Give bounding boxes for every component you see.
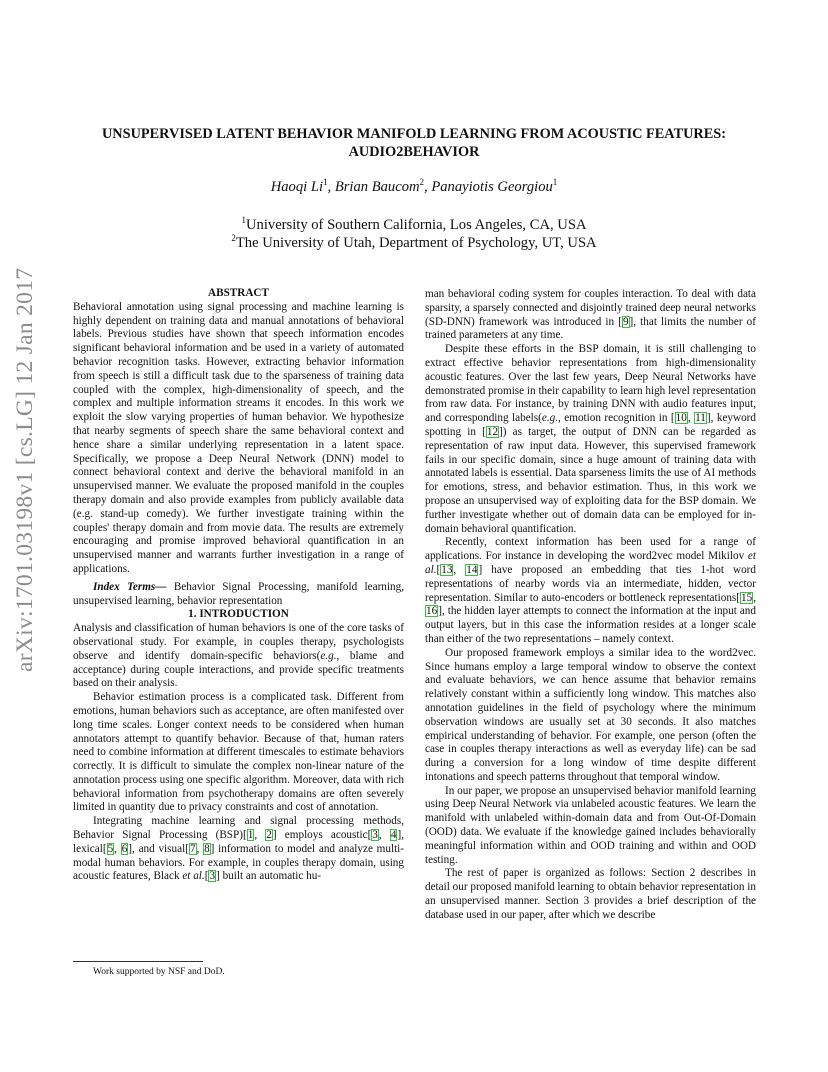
text-run: , that limits the number of trained parameters at any time. [425, 315, 756, 342]
author-affil-mark: 2 [419, 177, 425, 188]
text-run: man behavioral coding system for couples interaction. To deal with data sparsity, a sparsely connected and disjointly trained deep neural networks (SD-DNN) framework was introduced in [425, 288, 756, 328]
text-emphasis: et al. [425, 550, 756, 576]
intro-paragraph [73, 622, 404, 691]
abstract-text: Behavioral annotation using signal processing and machine learning is highly dependent on training data and manual annotations of behavioral labels. Previous studies have shown that speech information encodes significant behavioral information and be used in a variety of automated behavior recognition tasks. However, extracting behavior information from speech is still a difficult task due to the sparseness of training data coupled with the complex, high-dimensionality of speech, and the complex and multiple information streams it encodes. In this work we exploit the slow varying properties of human behavior. We hypothesize that nearby segments of speech share the same behavioral context and hence share a similar underlying representation in a latent space. Specifically, we propose a Deep Neural Network (DNN) model to connect behavioral context and derive the behavioral manifold in an unsupervised manner. We evaluate the proposed manifold in the couples therapy domain and also provide examples from publicly available data (e.g. stand-up comedy). We further investigate training within the couples' therapy domain and from movie data. The results are extremely encouraging and promise improved behavioral quantification in an unsupervised manner and warrants further investigation in a range of applications. [73, 300, 404, 575]
text-run: Despite these efforts in the BSP domain, it is still challenging to extract effective behavior representations from high-dimensionality acoustic features. Over the last few years, Deep Neural Networks have demonstrated promise in their capability to learn high level representation from raw data. For instance, by training DNN with audio features input, and corresponding labels( [425, 343, 756, 425]
abstract-heading: ABSTRACT [208, 287, 269, 299]
right-column [425, 288, 756, 923]
footnote-text: Work supported by NSF and DoD. [93, 967, 225, 977]
index-terms-text: Behavior Signal Processing, manifold learning, unsupervised learning, behavior representation [73, 580, 404, 607]
citation-link[interactable]: 4 [390, 829, 397, 842]
body-paragraph: Our proposed framework employs a similar idea to the word2vec. Since humans employ a large temporal window to observe the context and evaluate behaviors, we can hence assume that behavior remains relatively constant within a sufficiently long window. This matches also annotation guidelines in the field of psychology where the minimum observation windows are usually set at 30 seconds. It also matches empirical understanding of behavior. For example, one person (often the case in couples therapy interactions as well as everyday life) can be sad during a conversion for a long window of time despite different intonations and speech patterns throughout that temporal window. [425, 646, 756, 783]
footnote [73, 961, 404, 978]
intro-paragraph: Integrating machine learning and signal processing methods, Behavior Signal Processing (BSP)[1, 2] employs acoustic[3, 4], lexical[5, 6], and visual[7, 8] information to model and analyze multi-modal human behaviors. For example, in couples therapy domain, using acoustic features, Black et al.[3] built an automatic hu- [73, 815, 405, 883]
index-terms-dash: — [155, 580, 167, 593]
citation-link[interactable]: 8 [204, 842, 210, 855]
author-affil-mark: 1 [323, 177, 328, 188]
affiliation-list [100, 216, 728, 252]
author-name: Brian Baucom [334, 179, 420, 195]
left-column [73, 287, 404, 884]
text-run: employs acoustic [276, 829, 368, 842]
text-run: ) as target, the output of DNN can be regarded as representation of raw input data. However, this supervised framework fails in our specific domain, since a huge amount of training data with annotated labels is essential. Data sparseness limits the use of AI methods for emotions, stress, and behavior estimation. Thus, in this work we propose an unsupervised way of exploiting data for the BSP domain. We further investigate whether out of domain data can be employed for in-domain behavioral quantification. [425, 425, 756, 535]
affiliation-mark: 2 [231, 233, 236, 244]
body-paragraph: Despite these efforts in the BSP domain, it is still challenging to extract effective behavior representations from high-dimensionality acoustic features. Over the last few years, Deep Neural Networks have demonstrated promise in their capability to learn high level representation from raw data. For instance, by training DNN with audio features input, and corresponding labels(e.g., emotion recognition in [10, 11], keyword spotting in [12]) as target, the output of DNN can be regarded as representation of raw input data. However, this supervised framework fails in our specific domain, since a huge amount of training data with annotated labels is essential. Data sparseness limits the use of AI methods for emotions, stress, and behavior estimation. Thus, in this work we propose an unsupervised way of exploiting data for the BSP domain. We further investigate whether out of domain data can be employed for in-domain behavioral quantification. [425, 343, 756, 535]
index-terms-label: Index Terms [93, 580, 156, 593]
footnote-rule [73, 961, 203, 962]
citation-link[interactable]: 10 [675, 412, 687, 425]
author-affil-mark: 1 [552, 177, 558, 188]
author-name: Haoqi Li [270, 179, 324, 195]
citation-link[interactable]: 14 [466, 563, 478, 576]
affiliation-text: The University of Utah, Department of Psychology, UT, USA [235, 235, 597, 251]
citation-link[interactable]: 6 [121, 842, 128, 855]
text-emphasis: e.g., [541, 412, 561, 425]
citation-link[interactable]: 16 [426, 605, 438, 618]
arxiv-id[interactable]: arXiv:1701.03198v1 [cs.LG] 12 Jan 2017 [12, 267, 38, 672]
citation-link[interactable]: 2 [266, 829, 272, 842]
text-run: information to model and analyze multi-modal human behaviors. For example, in couples therapy domain, using acoustic features, Black [73, 842, 405, 883]
author-list: Haoqi Li$^1$, Brian Baucom$^2$, Panayiotis Georgiou$^1$ [270, 177, 558, 195]
text-run: Analysis and classification of human behaviors is one of the core tasks of observational study. For example, in couples therapy, psychologists observe and identify domain-specific behaviors( [73, 622, 404, 662]
text-run: , the hidden layer attempts to connect the information at the input and output layers, but in this case the information resides at a longer scale than either of the two representations – namely context. [425, 605, 756, 645]
affiliation [100, 234, 728, 252]
citation-link[interactable]: 5 [107, 842, 114, 855]
text-emphasis: e.g., [320, 649, 340, 662]
citation-link[interactable]: 3 [209, 870, 216, 883]
text-run: , lexical [73, 829, 404, 855]
citation-link[interactable]: 13 [441, 563, 453, 576]
affiliation-text: University of Southern California, Los Angeles, CA, USA [246, 217, 587, 233]
text-run: Recently, context information has been used for a range of applications. For instance in developing the word2vec model Mikilov [425, 536, 756, 563]
affiliation-mark: 1 [241, 215, 246, 226]
citation-link[interactable]: 12 [486, 425, 499, 438]
text-run: Integrating machine learning and signal processing methods, Behavior Signal Processing (BSP) [73, 815, 404, 842]
citation-link[interactable]: 15 [741, 591, 753, 604]
body-paragraph: The rest of paper is organized as follows: Section 2 describes in detail our proposed manifold learning to obtain behavior representation in an unsupervised manner. Section 3 provides a brief description of the database used in our paper, after which we describe [425, 867, 756, 921]
text-run: , keyword spotting in [425, 412, 756, 438]
text-emphasis: et al. [182, 870, 205, 883]
citation-link[interactable]: 9 [622, 315, 629, 328]
text-run: have proposed an embedding that ties 1-hot word representations of nearby words via an intermediate, hidden, vector representation. Similar to auto-encoders or bottleneck representations [425, 563, 756, 604]
body-paragraph: In our paper, we propose an unsupervised behavior manifold learning using Deep Neural Network via unlabeled acoustic features. We learn the manifold with unlabeled within-domain data and from Out-Of-Domain (OOD) data. We evaluate if the knowledge gained includes behaviorally meaningful information within and OOD training and within and OOD testing. [425, 784, 756, 866]
text-run: , and visual [132, 842, 186, 855]
body-paragraph: Recently, context information has been used for a range of applications. For instance in developing the word2vec model Mikilov et al.[13, 14] have proposed an embedding that ties 1-hot word representations of nearby words via an intermediate, hidden, vector representation. Similar to auto-encoders or bottleneck representations[15, 16], the hidden layer attempts to connect the information at the input and output layers, but in this case the information resides at a longer scale than either of the two representations – namely context. [425, 536, 756, 645]
intro-paragraph: Behavior estimation process is a complicated task. Different from emotions, human behaviors such as acceptance, are often manifested over long time scales. Longer context needs to be considered when human annotators attempt to quantify behavior. Because of that, human raters need to combine information at different timescales to estimate behaviors correctly. It is difficult to simulate the complex non-linear nature of the annotation process using one specific algorithm. Moreover, data with rich behavioral information from psychotherapy domains are often severely limited in quantity due to privacy constraints and cost of annotation. [73, 691, 404, 814]
citation-link[interactable]: 11 [695, 412, 706, 425]
text-run: emotion recognition in [560, 412, 671, 425]
text-run: blame and acceptance) during couple interactions, and provide specific treatments based on their analysis. [73, 649, 404, 690]
introduction-heading: 1. INTRODUCTION [188, 608, 289, 621]
citation-link[interactable]: 7 [189, 842, 196, 855]
author-name: Panayiotis Georgiou [431, 179, 553, 195]
citation-link[interactable]: 1 [247, 829, 254, 842]
paper-title: UNSUPERVISED LATENT BEHAVIOR MANIFOLD LEARNING FROM ACOUSTIC FEATURES: AUDIO2BEHAVIOR [101, 126, 726, 160]
text-run: built an automatic hu- [219, 870, 322, 883]
body-paragraph: man behavioral coding system for couples interaction. To deal with data sparsity, a sparsely connected and disjointly trained deep neural networks (SD-DNN) framework was introduced in [9], that limits the number of trained parameters at any time. [425, 288, 756, 342]
affiliation [100, 216, 728, 234]
index-terms [73, 581, 404, 609]
citation-link[interactable]: 3 [372, 829, 378, 842]
